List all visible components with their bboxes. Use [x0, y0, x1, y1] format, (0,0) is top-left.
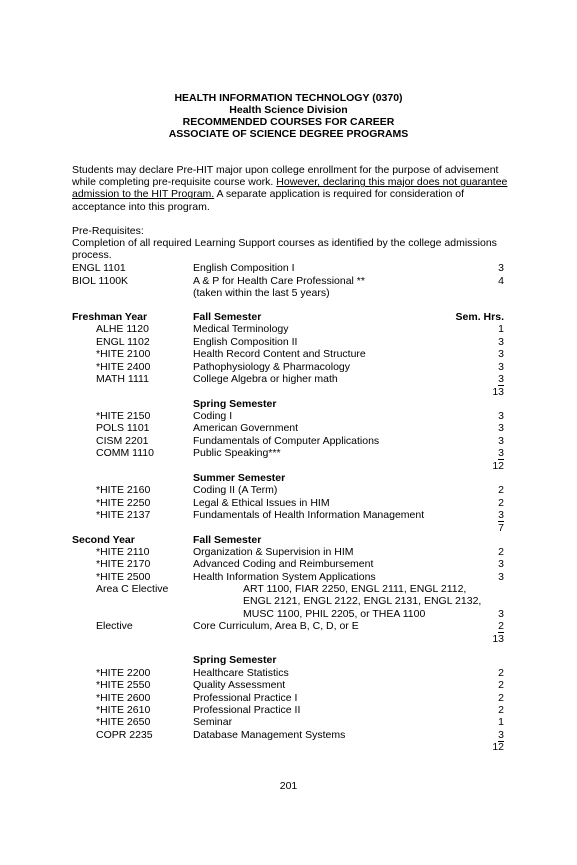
course-code: COMM 1110: [96, 447, 154, 459]
total-row: [0, 741, 577, 753]
course-title: Organization & Supervision in HIM: [193, 546, 354, 558]
course-hours: 2: [498, 484, 504, 496]
elective-options-line: ENGL 2121, ENGL 2122, ENGL 2131, ENGL 2132,: [243, 595, 482, 607]
course-code: *HITE 2650: [96, 716, 151, 728]
elective-code: Elective: [96, 620, 133, 632]
title-line-1: HEALTH INFORMATION TECHNOLOGY (0370): [174, 92, 403, 104]
course-title: Legal & Ethical Issues in HIM: [193, 497, 330, 509]
fall-semester-heading: Fall Semester: [193, 534, 262, 546]
prereq-row: [0, 275, 577, 287]
total-row: [0, 460, 577, 472]
course-hours: 4: [498, 275, 504, 287]
elective-options-line: ART 1100, FIAR 2250, ENGL 2111, ENGL 2112,: [243, 583, 467, 595]
course-code: *HITE 2610: [96, 704, 151, 716]
total-row: [0, 522, 577, 534]
course-code: ENGL 1102: [96, 336, 150, 348]
intro-underlined-text: However, declaring this major does not guarantee admission to the HIT Program.: [72, 176, 508, 201]
course-code: COPR 2235: [96, 729, 153, 741]
sem-hrs-heading: Sem. Hrs.: [455, 311, 504, 323]
table-row: [0, 679, 577, 691]
table-row: [0, 704, 577, 716]
title-line-4: ASSOCIATE OF SCIENCE DEGREE PROGRAMS: [168, 128, 409, 140]
elective-code: Area C Elective: [96, 583, 169, 595]
course-code: ENGL 1101: [72, 262, 126, 274]
course-hours: 3: [498, 558, 504, 570]
semester-total: 13: [492, 633, 504, 645]
course-title: Core Curriculum, Area B, C, D, or E: [193, 620, 359, 632]
table-row: [0, 361, 577, 373]
course-title: Coding II (A Term): [193, 484, 278, 496]
course-title: Database Management Systems: [193, 729, 346, 741]
course-hours: 3: [498, 361, 504, 373]
course-code: *HITE 2400: [96, 361, 151, 373]
course-title: Public Speaking***: [193, 447, 281, 459]
course-code: *HITE 2160: [96, 484, 151, 496]
course-title: College Algebra or higher math: [193, 373, 338, 385]
semester-total: 12: [492, 741, 504, 753]
table-row: [0, 571, 577, 583]
course-hours: 1: [498, 716, 504, 728]
table-row: [0, 667, 577, 679]
course-title: Seminar: [193, 716, 233, 728]
course-hours: 3: [498, 729, 504, 741]
course-hours: 2: [498, 679, 504, 691]
course-hours: 3: [498, 410, 504, 422]
course-title: English Composition II: [193, 336, 298, 348]
course-code: BIOL 1100K: [72, 275, 129, 287]
table-row: [0, 716, 577, 728]
title-line-2: Health Science Division: [229, 104, 348, 116]
semester-total: 7: [498, 522, 504, 534]
course-hours: 2: [498, 620, 504, 632]
table-row: [0, 729, 577, 741]
course-code: CISM 2201: [96, 435, 149, 447]
course-title: Coding I: [193, 410, 233, 422]
course-code: ALHE 1120: [96, 323, 149, 335]
course-title: Quality Assessment: [193, 679, 286, 691]
course-title: Advanced Coding and Reimbursement: [193, 558, 374, 570]
course-code: POLS 1101: [96, 422, 150, 434]
table-row: [0, 583, 577, 595]
course-hours: 3: [498, 373, 504, 385]
summer-heading-row: [0, 472, 577, 484]
spring-semester-heading: Spring Semester: [193, 398, 277, 410]
table-row: [0, 336, 577, 348]
second-year-label: Second Year: [72, 534, 135, 546]
table-row: [0, 509, 577, 521]
course-code: *HITE 2150: [96, 410, 151, 422]
course-title: Health Information System Applications: [193, 571, 376, 583]
table-row: [0, 558, 577, 570]
course-code: *HITE 2110: [96, 546, 150, 558]
total-row: [0, 386, 577, 398]
freshman-fall-heading-row: [0, 311, 577, 323]
fall-semester-heading: Fall Semester: [193, 311, 262, 323]
table-row: [0, 373, 577, 385]
summer-semester-heading: Summer Semester: [193, 472, 286, 484]
table-row: [0, 620, 577, 632]
course-title: Professional Practice I: [193, 692, 298, 704]
prereq-note: (taken within the last 5 years): [193, 287, 330, 299]
table-row: [0, 692, 577, 704]
course-hours: 2: [498, 667, 504, 679]
course-code: *HITE 2250: [96, 497, 151, 509]
table-row: [0, 484, 577, 496]
prereq-text: Completion of all required Learning Support courses as identified by the college admissions process.: [72, 237, 497, 262]
table-row: [0, 323, 577, 335]
freshman-year-label: Freshman Year: [72, 311, 148, 323]
course-title: Pathophysiology & Pharmacology: [193, 361, 351, 373]
semester-total: 12: [492, 460, 504, 472]
page-number: 201: [279, 780, 298, 792]
course-hours: 3: [498, 509, 504, 521]
course-title: A & P for Health Care Professional **: [193, 275, 365, 287]
course-code: *HITE 2600: [96, 692, 151, 704]
table-row: [0, 410, 577, 422]
course-title: Professional Practice II: [193, 704, 301, 716]
course-hours: 3: [498, 336, 504, 348]
table-row: [0, 546, 577, 558]
course-title: Healthcare Statistics: [193, 667, 289, 679]
course-title: American Government: [193, 422, 299, 434]
prereq-note-row: [0, 287, 577, 299]
second-fall-heading-row: [0, 534, 577, 546]
table-row: [0, 497, 577, 509]
course-title: Fundamentals of Health Information Management: [193, 509, 425, 521]
course-hours: 2: [498, 704, 504, 716]
course-code: *HITE 2500: [96, 571, 151, 583]
course-hours: 3: [498, 435, 504, 447]
course-hours: 2: [498, 497, 504, 509]
course-hours: 3: [498, 571, 504, 583]
course-title: Fundamentals of Computer Applications: [193, 435, 380, 447]
spring-heading-row: [0, 398, 577, 410]
table-row: [0, 608, 577, 620]
course-hours: 3: [498, 608, 504, 620]
course-hours: 1: [498, 323, 504, 335]
spring-semester-heading: Spring Semester: [193, 654, 277, 666]
course-code: *HITE 2200: [96, 667, 151, 679]
course-code: *HITE 2100: [96, 348, 151, 360]
title-line-3: RECOMMENDED COURSES FOR CAREER: [182, 116, 395, 128]
intro-paragraph: [72, 164, 512, 213]
table-row: [0, 422, 577, 434]
elective-options-line: MUSC 1100, PHIL 2205, or THEA 1100: [243, 608, 426, 620]
course-title: English Composition I: [193, 262, 295, 274]
prereq-row: [0, 262, 577, 274]
table-row: [0, 447, 577, 459]
table-row: [0, 595, 577, 607]
course-hours: 3: [498, 262, 504, 274]
spring-heading-row: [0, 654, 577, 666]
course-title: Medical Terminology: [193, 323, 289, 335]
course-code: *HITE 2170: [96, 558, 151, 570]
course-hours: 2: [498, 692, 504, 704]
table-row: [0, 348, 577, 360]
course-hours: 3: [498, 348, 504, 360]
course-code: *HITE 2137: [96, 509, 151, 521]
course-hours: 3: [498, 422, 504, 434]
total-row: [0, 633, 577, 645]
course-hours: 2: [498, 546, 504, 558]
course-hours: 3: [498, 447, 504, 459]
course-code: *HITE 2550: [96, 679, 151, 691]
semester-total: 13: [492, 386, 504, 398]
intro-text-1: Students may declare Pre-HIT major upon college enrollment for the purpose of advisement while completing pre-requisite course work.: [72, 164, 499, 189]
prereq-label: Pre-Requisites:: [72, 225, 144, 237]
intro-text-2: A separate application is required for consideration of acceptance into this program.: [72, 188, 465, 213]
course-title: Health Record Content and Structure: [193, 348, 366, 360]
course-code: MATH 1111: [96, 373, 149, 385]
table-row: [0, 435, 577, 447]
